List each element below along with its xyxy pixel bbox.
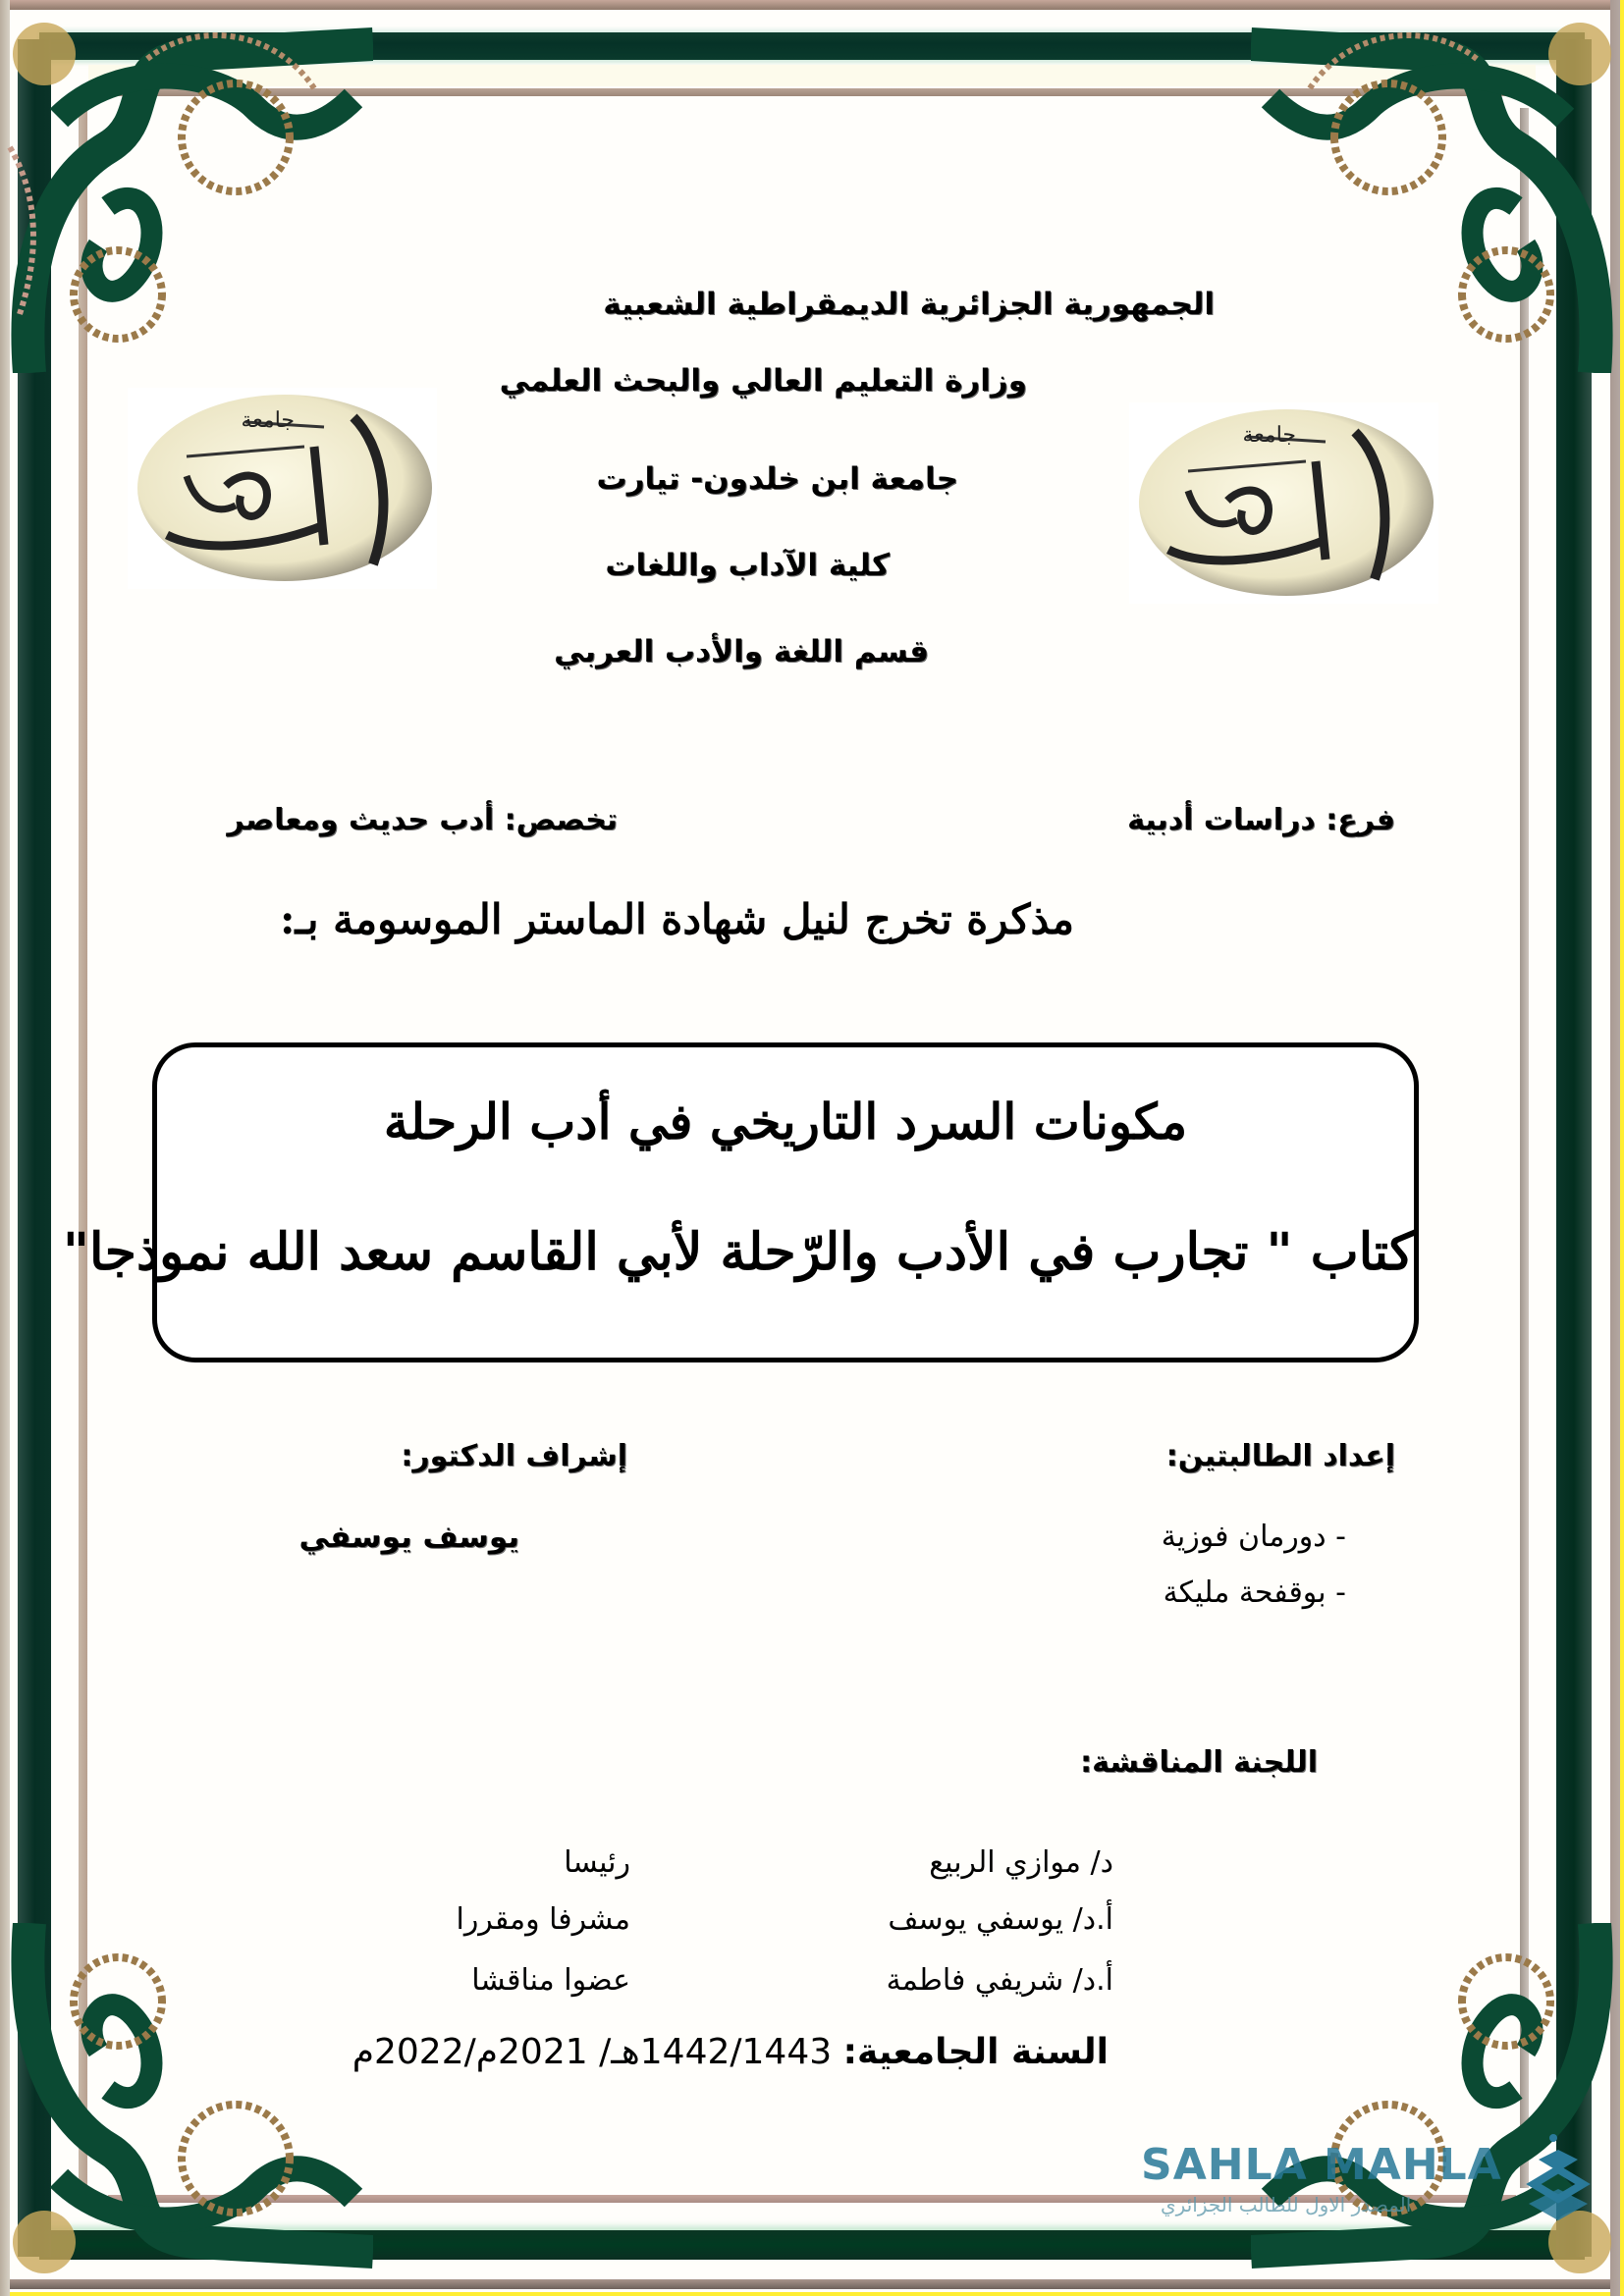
faculty-name: كلية الآداب واللغات: [605, 548, 890, 583]
prepared-by-label: إعداد الطالبتين:: [1165, 1439, 1395, 1473]
supervision-label: إشراف الدكتور:: [401, 1439, 627, 1473]
border-inner-right: [1520, 108, 1529, 2188]
svg-text:جامعة: جامعة: [1242, 423, 1296, 448]
committee-member-role: رئيسا: [564, 1845, 630, 1880]
thesis-title-box: [62, 1042, 1419, 1362]
university-seal-left-icon: [128, 388, 437, 589]
sahla-mahla-logo-icon: [1524, 2130, 1593, 2228]
academic-year-label: السنة الجامعية:: [842, 2032, 1109, 2072]
committee-member-name: أ.د/ يوسفي يوسف: [888, 1902, 1113, 1937]
branch-label: فرع: دراسات أدبية: [1127, 803, 1395, 837]
sahla-mahla-watermark: [1141, 2140, 1583, 2218]
memo-intro: مذكرة تخرج لنيل شهادة الماستر الموسومة بـ:: [280, 895, 1074, 943]
department-name: قسم اللغة والأدب العربي: [554, 634, 929, 669]
university-name: جامعة ابن خلدون- تيارت: [596, 461, 958, 497]
student-name: - بوقفحة مليكة: [1163, 1575, 1346, 1610]
ministry-name: وزارة التعليم العالي والبحث العلمي: [499, 363, 1027, 399]
academic-year-value: 1442/1443هـ/ 2021م/2022م: [352, 2032, 833, 2072]
thesis-title: مكونات السرد التاريخي في أدب الرحلة: [383, 1093, 1188, 1150]
corner-ornament-icon: [1251, 0, 1624, 373]
supervisor-name: يوسف يوسفي: [298, 1520, 519, 1555]
corner-ornament-icon: [0, 1923, 373, 2296]
committee-label: اللجنة المناقشة:: [1080, 1745, 1318, 1780]
border-inner-left: [79, 108, 87, 2188]
svg-text:جامعة: جامعة: [241, 408, 295, 433]
student-name: - دورمان فوزية: [1161, 1520, 1346, 1554]
watermark-tagline: المصدر الاول للطالب الجزائري: [1161, 2193, 1412, 2216]
committee-member-name: أ.د/ شريفي فاطمة: [886, 1963, 1113, 1998]
country-name: الجمهورية الجزائرية الديمقراطية الشعبية: [603, 287, 1215, 322]
corner-ornament-icon: [1251, 1923, 1624, 2296]
watermark-brand: SAHLA MAHLA: [1141, 2140, 1502, 2190]
committee-member-name: د/ موازي الربيع: [929, 1845, 1113, 1880]
committee-member-role: مشرفا ومقررا: [456, 1902, 630, 1937]
corner-ornament-icon: [0, 0, 373, 373]
committee-member-role: عضوا مناقشا: [471, 1963, 630, 1998]
academic-year: [352, 2032, 1109, 2072]
university-seal-right-icon: [1129, 402, 1438, 604]
specialty-label: تخصص: أدب حديث ومعاصر: [227, 803, 618, 837]
thesis-subtitle: كتاب " تجارب في الأدب والرّحلة لأبي القاسم سعد الله نموذجا": [62, 1222, 1414, 1282]
